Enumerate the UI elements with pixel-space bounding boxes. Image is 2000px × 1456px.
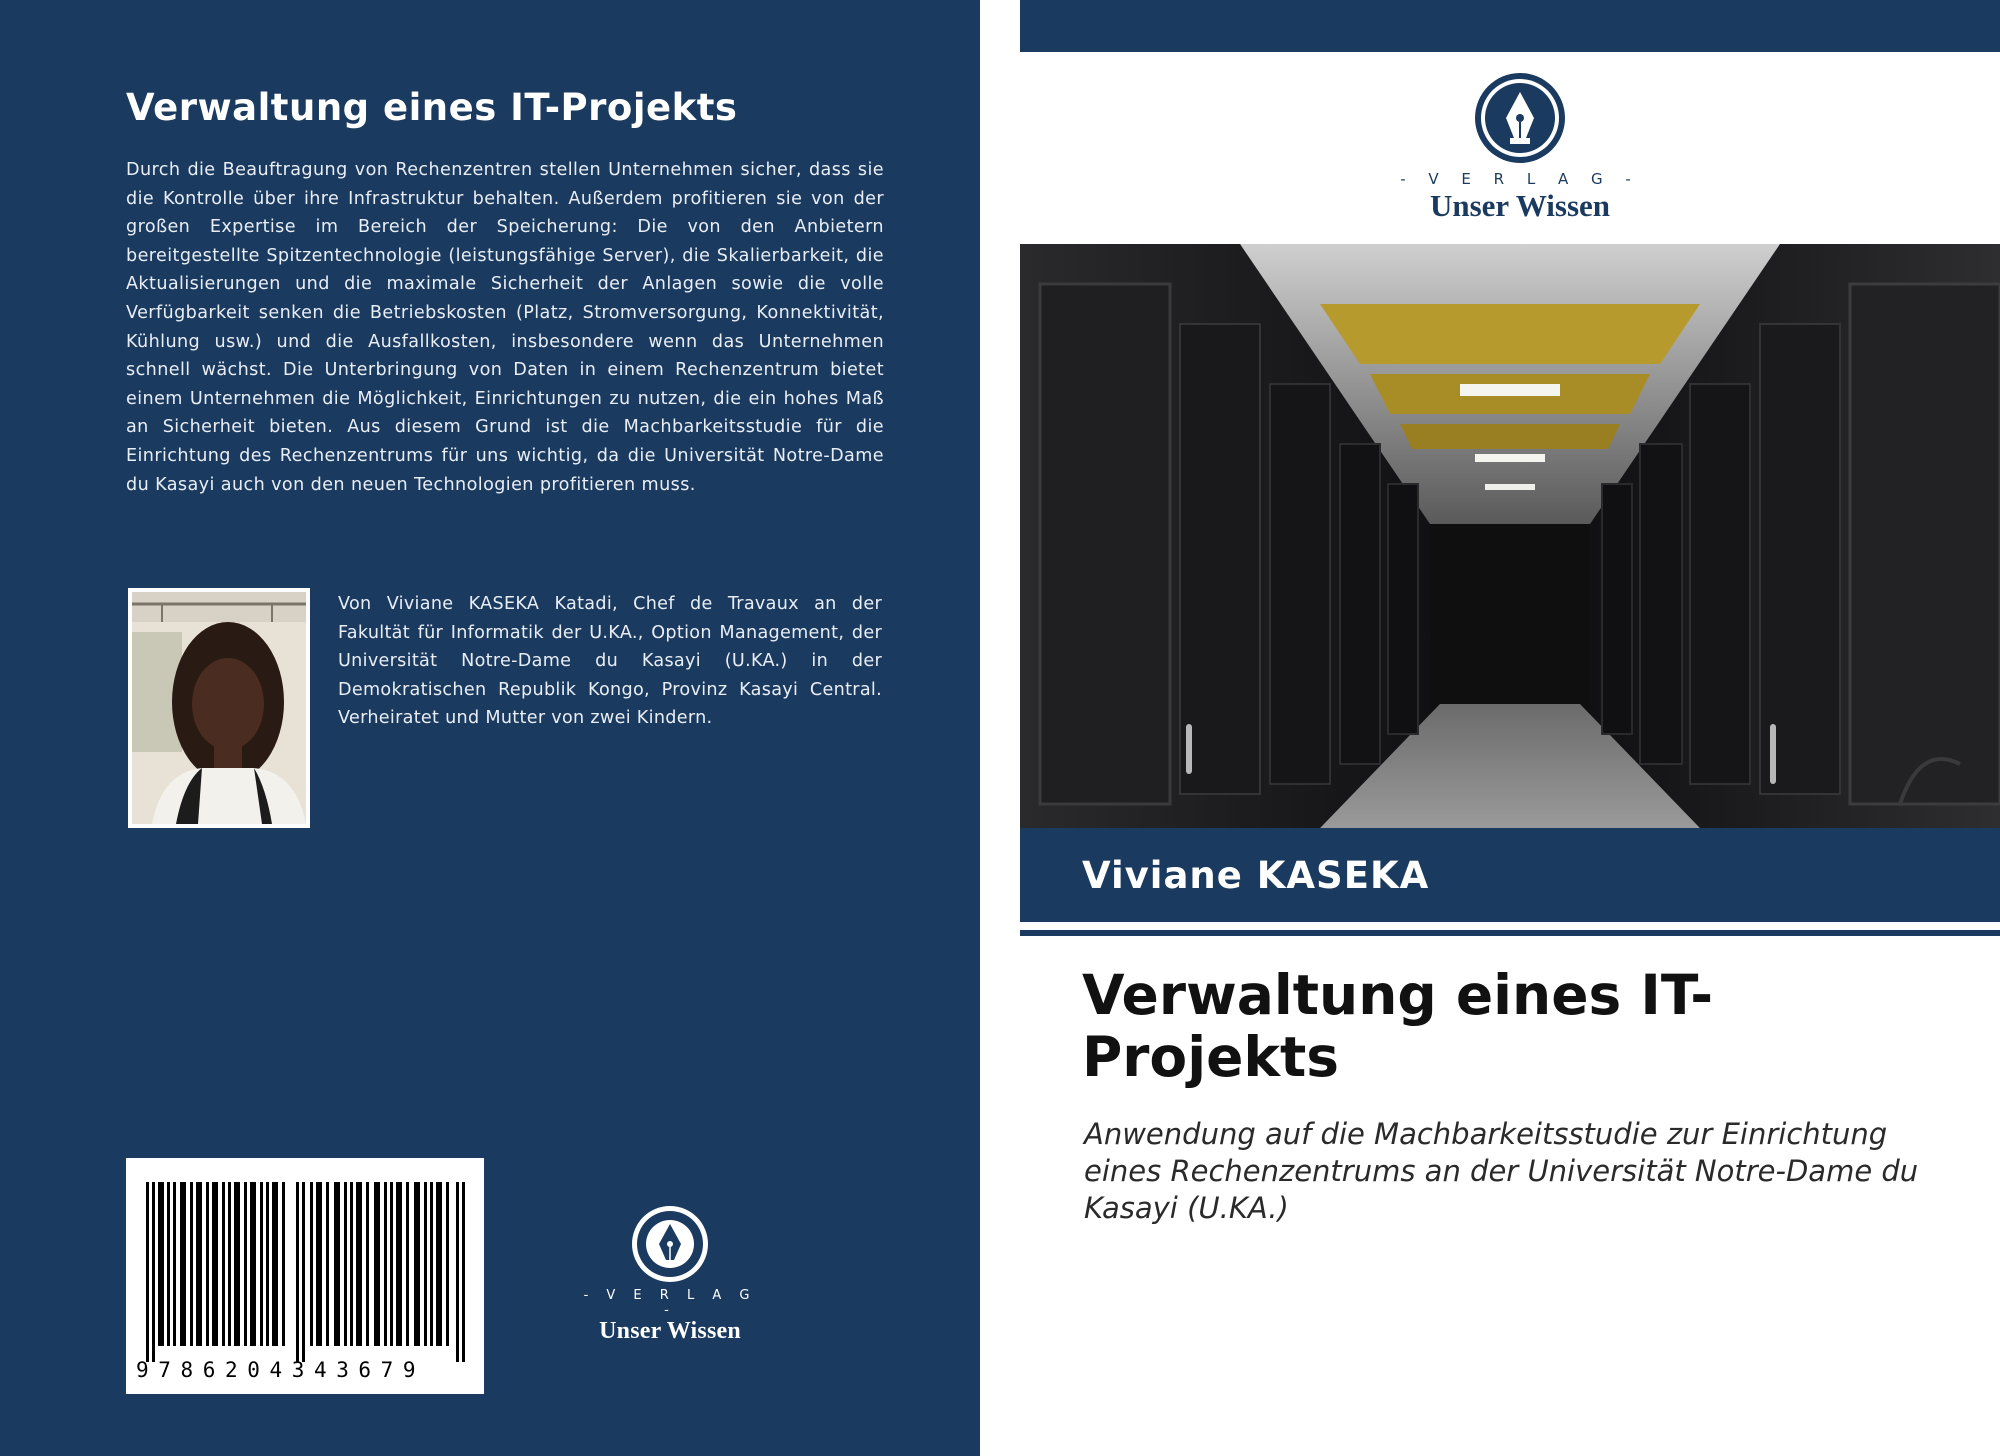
author-portrait: [132, 592, 306, 824]
front-cover-title: Verwaltung eines IT-Projekts: [1082, 963, 1714, 1089]
fountain-pen-nib-icon: [1474, 72, 1566, 164]
front-publisher-brand: Unser Wissen: [1429, 188, 1611, 223]
front-cover-subtitle: Anwendung auf die Machbarkeitsstudie zur Einrichtung eines Rechenzentrums an der Universität Notre-Dame du Kasayi (U.KA.): [1084, 1117, 1919, 1225]
server-room-corridor: [1020, 244, 2000, 828]
front-publisher-verlag: - V E R L A G -: [1400, 170, 1640, 188]
author-photo: [128, 588, 310, 828]
isbn-digits: 9786204343679: [136, 1358, 426, 1382]
front-divider-line: [1020, 930, 2000, 936]
isbn-barcode: [126, 1158, 484, 1394]
front-top-band: [1020, 0, 2000, 52]
author-band: [1020, 828, 2000, 922]
fountain-pen-nib-icon: [630, 1204, 710, 1284]
back-cover-blurb: Durch die Beauftragung von Rechenzentren stellen Unternehmen sicher, dass sie die Kontrolle über ihre Infrastruktur behalten. Außerdem profitieren sie von der großen Expertise im Bereich der Speicherung: Die von den Anbietern bereitgestellte Spitzentechnologie (leistungsfähige Server), die Skalierbarkeit, die Aktualisierungen und die maximale Sicherheit der Anlagen sowie die volle Verfügbarkeit senken die Betriebskosten (Platz, Stromversorgung, Konnektivität, Kühlung usw.) und die Ausfallkosten, insbesondere wenn das Unternehmen schnell wächst. Die Unterbringung von Daten in einem Rechenzentrum bietet einem Unternehmen die Möglichkeit, Einrichtungen zu nutzen, die ein hohes Maß an Sicherheit bieten. Aus diesem Grund ist die Machbarkeitsstudie für die Einrichtung des Rechenzentrums für uns wichtig, da die Universität Notre-Dame du Kasayi auch von den neuen Technologien profitieren muss.: [126, 160, 884, 495]
author-bio: Von Viviane KASEKA Katadi, Chef de Travaux an der Fakultät für Informatik der U.KA., Option Management, der Universität Notre-Dame du Kasayi (U.KA.) in der Demokratischen Republik Kongo, Provinz Kasayi Central. Verheiratet und Mutter von zwei Kindern.: [338, 594, 882, 729]
cover-photo: [1020, 244, 2000, 828]
front-cover: [1020, 0, 2000, 1456]
back-publisher-verlag: - V E R L A G -: [583, 1288, 757, 1318]
back-publisher-logo: [580, 1204, 760, 1344]
back-publisher-brand: Unser Wissen: [599, 1318, 741, 1344]
back-cover: [0, 0, 980, 1456]
front-author-name: Viviane KASEKA: [1082, 854, 1430, 897]
barcode-bars: [146, 1182, 466, 1362]
back-cover-title: Verwaltung eines IT-Projekts: [126, 86, 738, 129]
front-publisher-logo: [1360, 72, 1680, 224]
